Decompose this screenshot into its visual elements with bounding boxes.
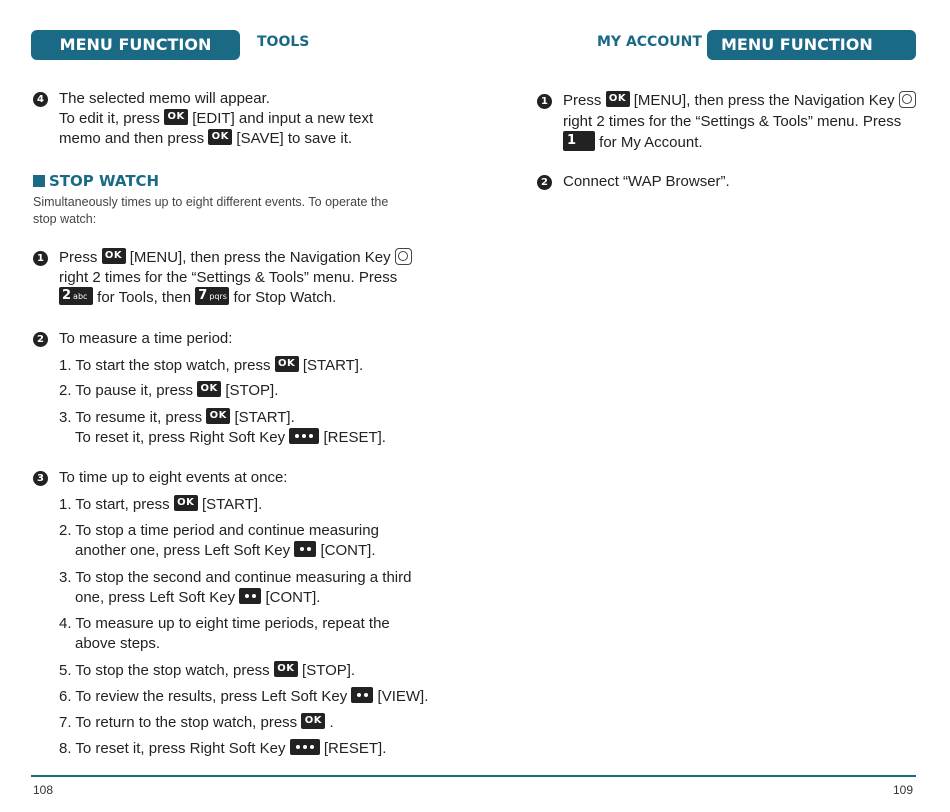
sw-step2-item3-line2: To reset it, press Right Soft Key [RESET]. [75,429,386,446]
navigation-key-icon [899,91,916,108]
sw-step1-line2: right 2 times for the “Settings & Tools” menu. Press [59,269,398,286]
ok-key-icon: OK [197,381,221,397]
step-marker-3: 3 [33,471,48,486]
sw-step3-item6: 6. To review the results, press Left Soft Key [VIEW]. [59,688,429,705]
sw-step3-item4-line1: 4. To measure up to eight time periods, repeat the [59,615,390,632]
menu-function-tab-left: MENU FUNCTION [31,30,240,60]
sw-step3-item4-line2: above steps. [75,635,161,652]
ok-key-icon: OK [208,129,232,145]
key-1-voicemail-icon: 1 [563,131,595,151]
right-soft-key-icon [290,739,320,755]
section-label-tools: TOOLS [257,34,310,50]
ok-key-icon: OK [275,356,299,372]
sw-step2-title: To measure a time period: [59,330,233,347]
ok-key-icon: OK [206,408,230,424]
step-marker-2: 2 [33,332,48,347]
sw-step3-item2-line2: another one, press Left Soft Key [CONT]. [75,542,376,559]
stop-watch-heading: STOP WATCH [33,172,159,190]
sw-step3-item3-line2: one, press Left Soft Key [CONT]. [75,589,321,606]
sw-step3-item7: 7. To return to the stop watch, press OK . [59,714,334,731]
memo-line-1: The selected memo will appear. [59,90,270,107]
account-step1-line2: right 2 times for the “Settings & Tools” menu. Press [563,113,902,130]
sw-step3-item8: 8. To reset it, press Right Soft Key [RESET]. [59,740,387,757]
navigation-key-icon [395,248,412,265]
account-step2-line1: Connect “WAP Browser”. [563,173,730,190]
step-marker-4: 4 [33,92,48,107]
left-soft-key-icon [294,541,316,557]
sw-step1-line3: 2 abc for Tools, then 7 pqrs for Stop Watch. [59,288,336,308]
sw-step3-item2-line1: 2. To stop a time period and continue measuring [59,522,379,539]
ok-key-icon: OK [164,109,188,125]
sw-step3-title: To time up to eight events at once: [59,469,288,486]
step-marker-2: 2 [537,175,552,190]
key-7-pqrs-icon: 7 pqrs [195,287,229,305]
ok-key-icon: OK [174,495,198,511]
ok-key-icon: OK [606,91,630,107]
square-bullet-icon [33,175,45,187]
footer-rule [31,775,916,777]
account-step1-line1: Press OK [MENU], then press the Navigation Key [563,91,916,111]
sw-step2-item1: 1. To start the stop watch, press OK [START]. [59,357,364,374]
ok-key-icon: OK [301,713,325,729]
sw-step3-item1: 1. To start, press OK [START]. [59,496,263,513]
right-soft-key-icon [289,428,319,444]
memo-line-3: memo and then press OK [SAVE] to save it. [59,130,353,147]
stop-watch-desc-2: stop watch: [33,212,97,226]
ok-key-icon: OK [274,661,298,677]
sw-step3-item3-line1: 3. To stop the second and continue measuring a third [59,569,412,586]
key-2-abc-icon: 2 abc [59,287,93,305]
page-number-right: 109 [893,783,914,797]
section-label-my-account: MY ACCOUNT [597,34,702,50]
left-soft-key-icon [239,588,261,604]
sw-step1-line1: Press OK [MENU], then press the Navigation Key [59,248,412,268]
step-marker-1: 1 [33,251,48,266]
left-soft-key-icon [351,687,373,703]
stop-watch-desc-1: Simultaneously times up to eight different events. To operate the [33,195,389,209]
account-step1-line3: 1 for My Account. [563,133,703,153]
page-number-left: 108 [33,783,54,797]
sw-step3-item5: 5. To stop the stop watch, press OK [STOP]. [59,662,356,679]
ok-key-icon: OK [102,248,126,264]
sw-step2-item2: 2. To pause it, press OK [STOP]. [59,382,279,399]
step-marker-1: 1 [537,94,552,109]
sw-step2-item3: 3. To resume it, press OK [START]. [59,409,295,426]
menu-function-tab-right: MENU FUNCTION [707,30,916,60]
memo-line-2: To edit it, press OK [EDIT] and input a new text [59,110,374,127]
